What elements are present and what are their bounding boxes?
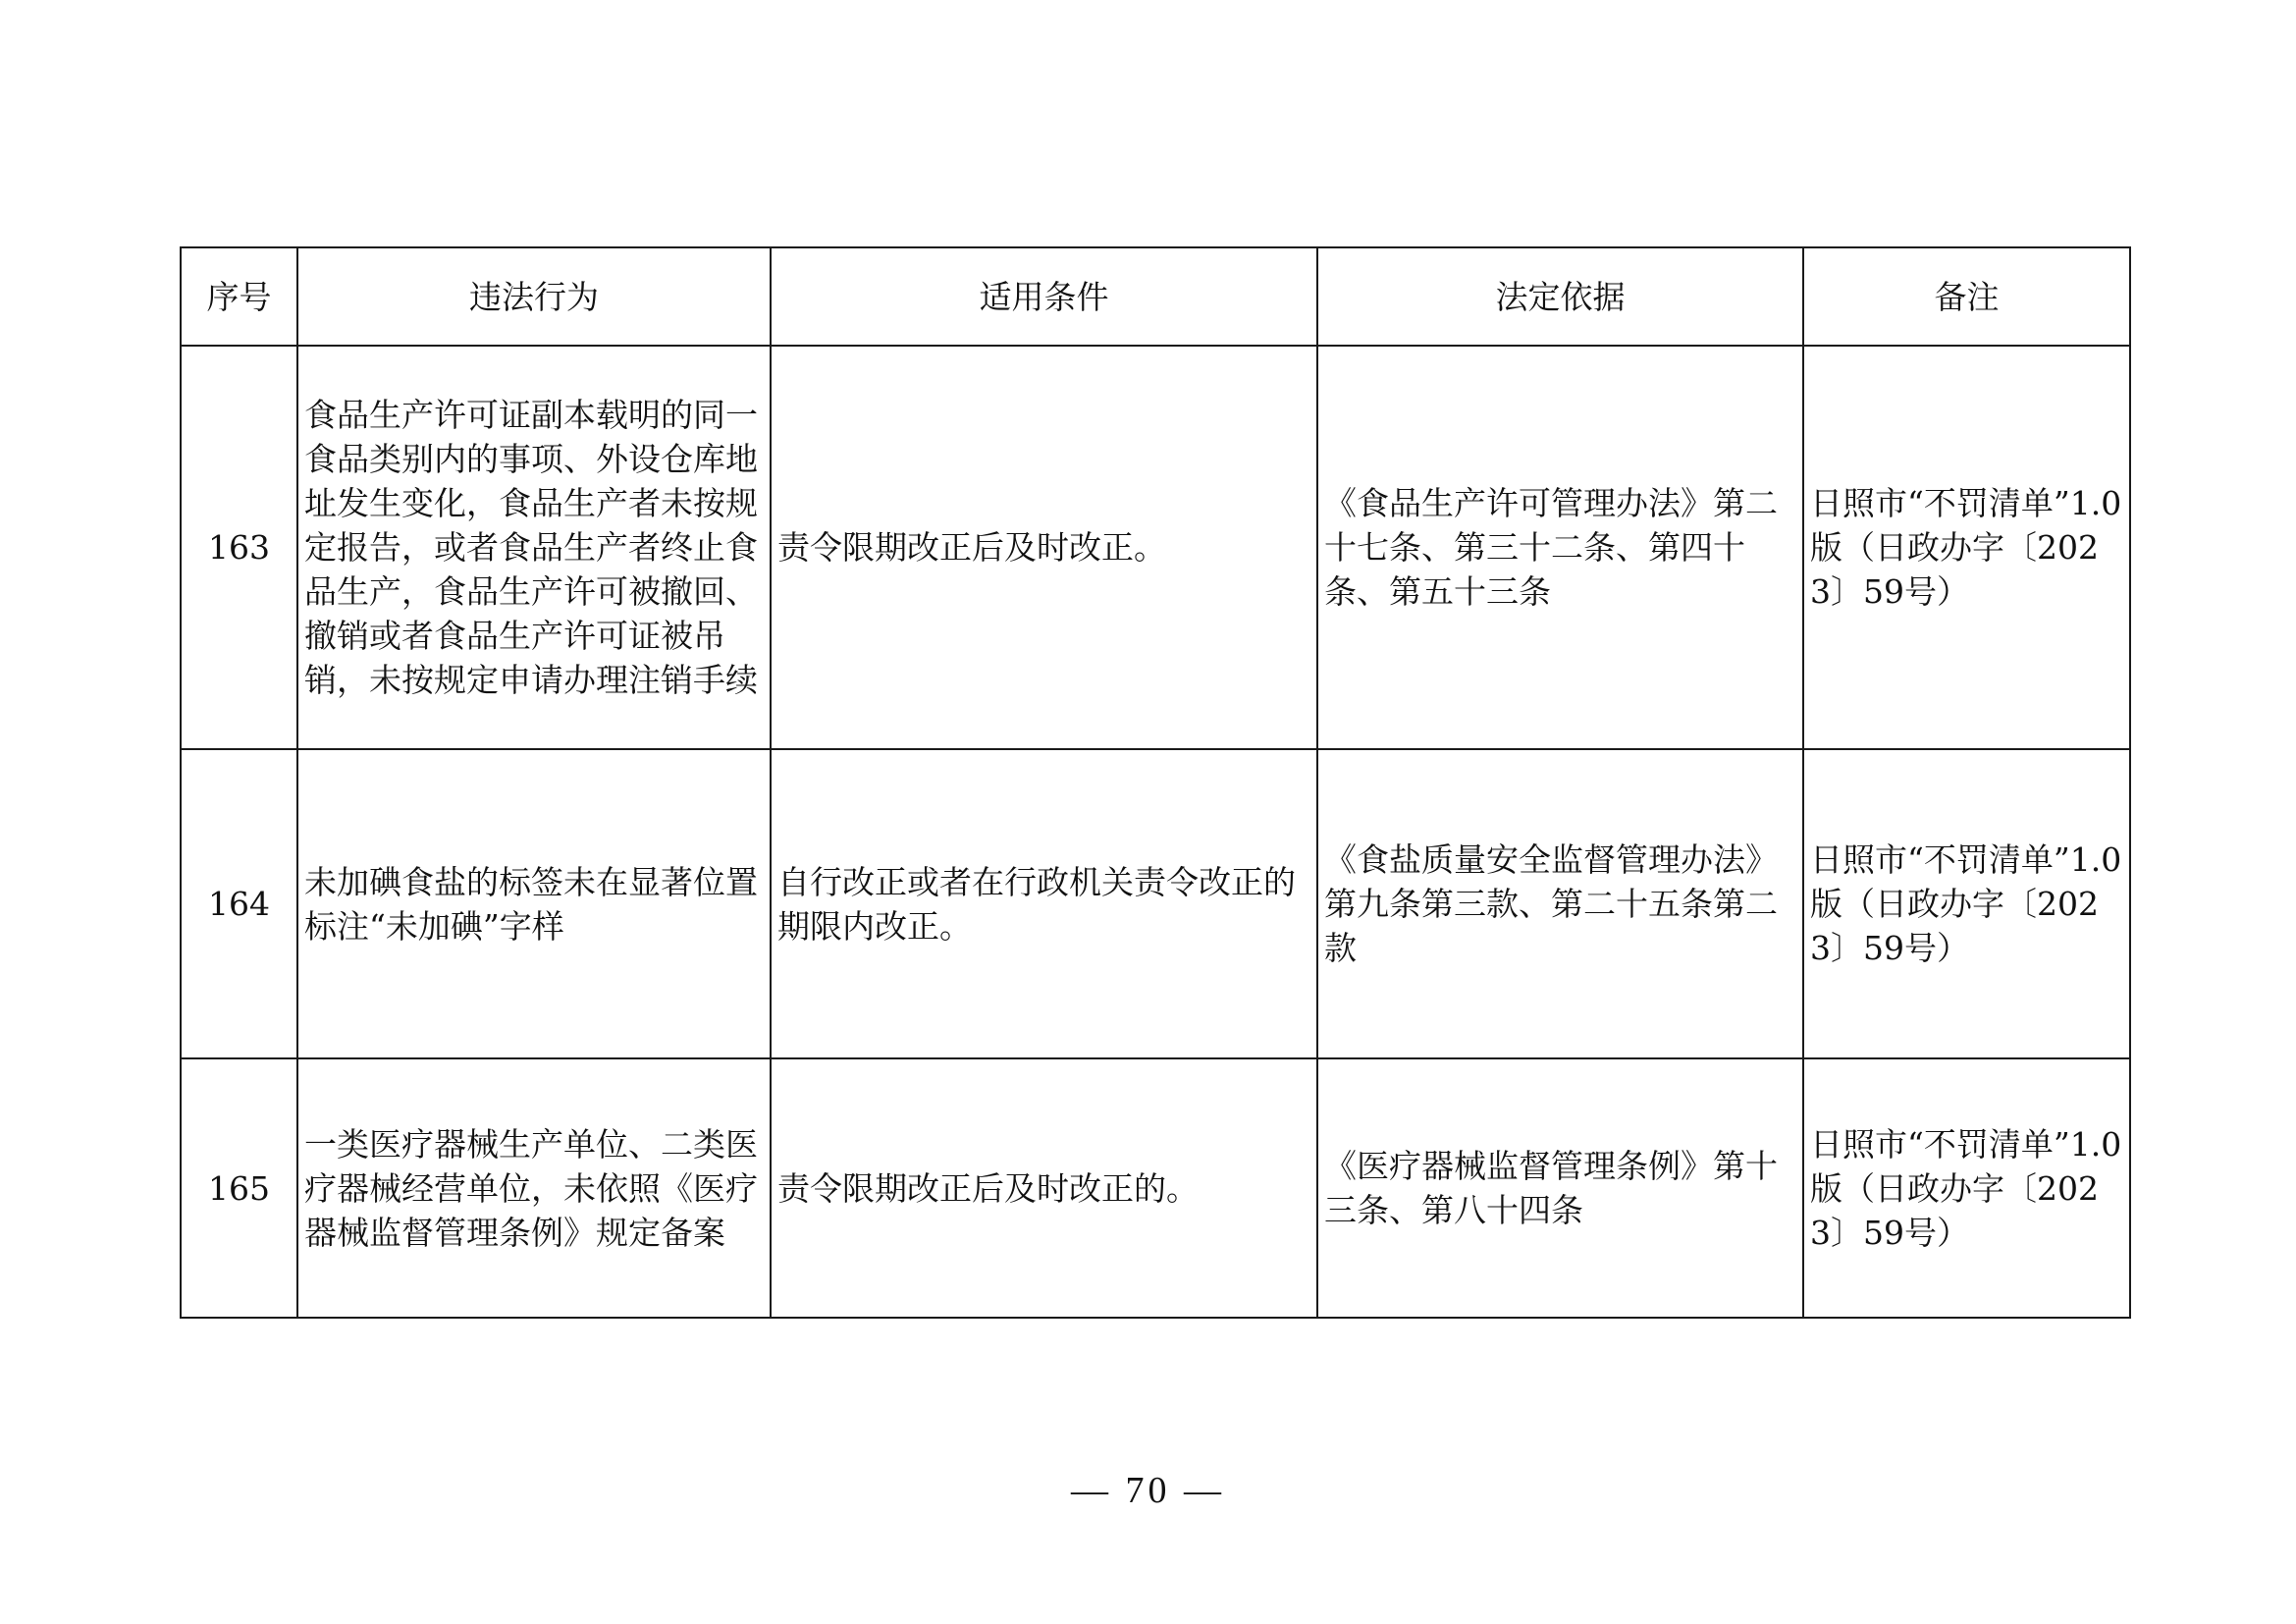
row-violation: 未加碘食盐的标签未在显著位置标注“未加碘”字样 bbox=[297, 749, 771, 1058]
table-row bbox=[181, 749, 2130, 1058]
header-legal-basis: 法定依据 bbox=[1317, 247, 1803, 346]
header-remarks: 备注 bbox=[1803, 247, 2130, 346]
row-violation: 一类医疗器械生产单位、二类医疗器械经营单位，未依照《医疗器械监督管理条例》规定备案 bbox=[297, 1058, 771, 1318]
row-remarks: 日照市“不罚清单”1.0版（日政办字〔2023〕59号） bbox=[1803, 1058, 2130, 1318]
table-header-row bbox=[181, 247, 2130, 346]
row-applicable-condition: 责令限期改正后及时改正。 bbox=[771, 346, 1317, 749]
row-remarks: 日照市“不罚清单”1.0版（日政办字〔2023〕59号） bbox=[1803, 346, 2130, 749]
row-applicable-condition: 自行改正或者在行政机关责令改正的期限内改正。 bbox=[771, 749, 1317, 1058]
page-number: — 70 — bbox=[1071, 1470, 1225, 1511]
row-violation: 食品生产许可证副本载明的同一食品类别内的事项、外设仓库地址发生变化，食品生产者未按规定报告，或者食品生产者终止食品生产，食品生产许可被撤回、撤销或者食品生产许可证被吊销，未按规定申请办理注销手续 bbox=[297, 346, 771, 749]
row-applicable-condition: 责令限期改正后及时改正的。 bbox=[771, 1058, 1317, 1318]
table-row bbox=[181, 346, 2130, 749]
header-violation: 违法行为 bbox=[297, 247, 771, 346]
penalty-exemption-table bbox=[180, 246, 2131, 1319]
header-applicable-condition: 适用条件 bbox=[771, 247, 1317, 346]
row-remarks: 日照市“不罚清单”1.0版（日政办字〔2023〕59号） bbox=[1803, 749, 2130, 1058]
table-row bbox=[181, 1058, 2130, 1318]
row-legal-basis: 《食盐质量安全监督管理办法》第九条第三款、第二十五条第二款 bbox=[1317, 749, 1803, 1058]
row-serial-number: 164 bbox=[181, 749, 297, 1058]
row-legal-basis: 《医疗器械监督管理条例》第十三条、第八十四条 bbox=[1317, 1058, 1803, 1318]
header-serial-number: 序号 bbox=[181, 247, 297, 346]
row-serial-number: 163 bbox=[181, 346, 297, 749]
row-serial-number: 165 bbox=[181, 1058, 297, 1318]
row-legal-basis: 《食品生产许可管理办法》第二十七条、第三十二条、第四十条、第五十三条 bbox=[1317, 346, 1803, 749]
